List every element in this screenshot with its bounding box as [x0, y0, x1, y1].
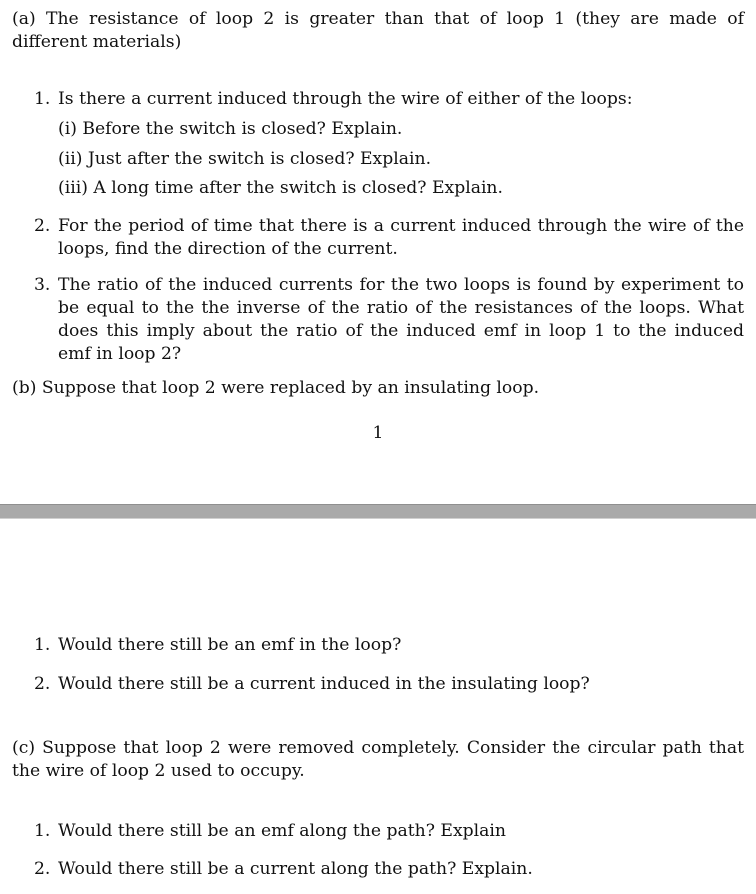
question-number: 1.	[34, 89, 51, 109]
page-number: 1	[372, 423, 384, 443]
question-number: 2.	[34, 859, 51, 879]
question-text: Is there a current induced through the wire of either of the loops:	[58, 89, 633, 109]
part-a-question-3	[34, 274, 744, 366]
part-b-label: (b)	[12, 378, 37, 398]
question-text: Would there still be a current induced in the insulating loop?	[58, 674, 590, 694]
question-text: Would there still be an emf along the path? Explain	[58, 821, 506, 841]
question-text: Would there still be an emf in the loop?	[58, 635, 402, 655]
question-number: 1.	[34, 821, 51, 841]
part-c-intro	[12, 737, 744, 783]
part-c-question-2	[34, 858, 744, 881]
question-number: 2.	[34, 674, 51, 694]
question-number: 2.	[34, 216, 51, 236]
question-number: 1.	[34, 635, 51, 655]
part-b-question-1	[34, 634, 744, 657]
part-a-question-1	[34, 88, 744, 111]
part-a-q1-sub-iii: (iii) A long time after the switch is closed? Explain.	[58, 178, 503, 198]
part-a-q1-sub-i: (i) Before the switch is closed? Explain.	[58, 119, 403, 139]
part-a-q1-sub-ii: (ii) Just after the switch is closed? Explain.	[58, 149, 432, 169]
part-a-text: The resistance of loop 2 is greater than that of loop 1 (they are made of different materials)	[12, 9, 744, 52]
document-page-2	[0, 519, 756, 894]
question-text: For the period of time that there is a current induced through the wire of the loops, find the direction of the current.	[58, 216, 744, 259]
part-b-intro	[12, 377, 744, 400]
question-number: 3.	[34, 275, 51, 295]
part-c-question-1	[34, 820, 744, 843]
question-text: Would there still be a current along the path? Explain.	[58, 859, 533, 879]
question-text: The ratio of the induced currents for the two loops is found by experiment to be equal to the the inverse of the ratio of the resistances of the loops. What does this imply about the ratio of the induced emf in loop 1 to the induced emf in loop 2?	[58, 275, 744, 364]
part-c-text: Suppose that loop 2 were removed completely. Consider the circular path that the wire of loop 2 used to occupy.	[12, 738, 744, 781]
part-b-question-2	[34, 673, 744, 696]
part-a-intro	[12, 8, 744, 54]
part-a-question-2	[34, 215, 744, 261]
part-a-label: (a)	[12, 9, 36, 29]
part-b-text: Suppose that loop 2 were replaced by an insulating loop.	[41, 378, 540, 398]
part-c-label: (c)	[12, 738, 36, 758]
page-break-divider	[0, 504, 756, 519]
